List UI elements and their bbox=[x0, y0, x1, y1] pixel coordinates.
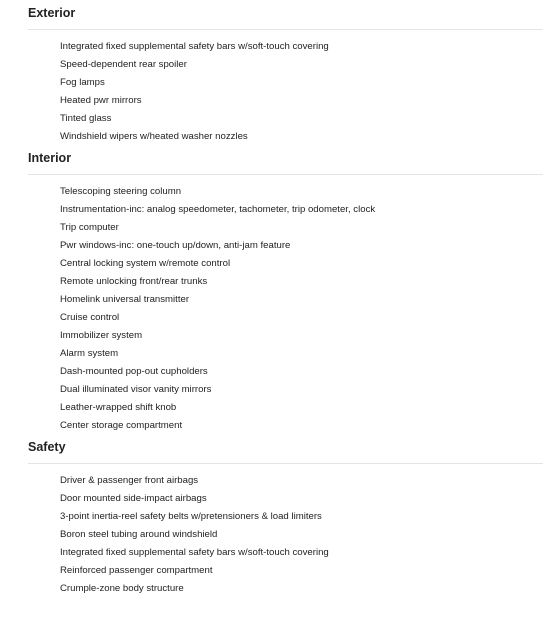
list-item: Integrated fixed supplemental safety bars w/soft-touch covering bbox=[60, 547, 329, 558]
list-item: Crumple-zone body structure bbox=[60, 583, 184, 594]
list-item: Boron steel tubing around windshield bbox=[60, 529, 218, 540]
section-exterior bbox=[28, 5, 543, 146]
list-item: Integrated fixed supplemental safety bars w/soft-touch covering bbox=[60, 41, 329, 52]
list-item: Reinforced passenger compartment bbox=[60, 565, 213, 576]
list-item: Alarm system bbox=[60, 348, 119, 359]
list-item: Dual illuminated visor vanity mirrors bbox=[60, 384, 212, 395]
section-title-interior: Interior bbox=[28, 151, 72, 165]
list-item: Trip computer bbox=[60, 222, 119, 233]
feature-list-safety bbox=[28, 472, 543, 598]
list-item: Cruise control bbox=[60, 312, 120, 323]
list-item: Dash-mounted pop-out cupholders bbox=[60, 366, 208, 377]
section-title-safety: Safety bbox=[28, 440, 66, 454]
list-item: Door mounted side-impact airbags bbox=[60, 493, 207, 504]
list-item: Speed-dependent rear spoiler bbox=[60, 59, 187, 70]
list-item: Remote unlocking front/rear trunks bbox=[60, 276, 208, 287]
list-item: Homelink universal transmitter bbox=[60, 294, 190, 305]
feature-list-interior bbox=[28, 183, 543, 435]
section-interior bbox=[28, 150, 543, 435]
section-safety bbox=[28, 439, 543, 598]
list-item: Center storage compartment bbox=[60, 420, 183, 431]
list-item: 3-point inertia-reel safety belts w/pretensioners & load limiters bbox=[60, 511, 322, 522]
list-item: Pwr windows-inc: one-touch up/down, anti-jam feature bbox=[60, 240, 291, 251]
list-item: Fog lamps bbox=[60, 77, 105, 88]
section-divider bbox=[28, 174, 543, 175]
list-item: Telescoping steering column bbox=[60, 186, 182, 197]
section-divider bbox=[28, 463, 543, 464]
list-item: Windshield wipers w/heated washer nozzles bbox=[60, 131, 248, 142]
list-item: Immobilizer system bbox=[60, 330, 143, 341]
list-item: Leather-wrapped shift knob bbox=[60, 402, 177, 413]
list-item: Central locking system w/remote control bbox=[60, 258, 231, 269]
list-item: Heated pwr mirrors bbox=[60, 95, 142, 106]
list-item: Instrumentation-inc: analog speedometer, tachometer, trip odometer, clock bbox=[60, 204, 376, 215]
section-title-exterior: Exterior bbox=[28, 6, 76, 20]
section-divider bbox=[28, 29, 543, 30]
list-item: Tinted glass bbox=[60, 113, 112, 124]
feature-list-exterior bbox=[28, 38, 543, 146]
list-item: Driver & passenger front airbags bbox=[60, 475, 199, 486]
